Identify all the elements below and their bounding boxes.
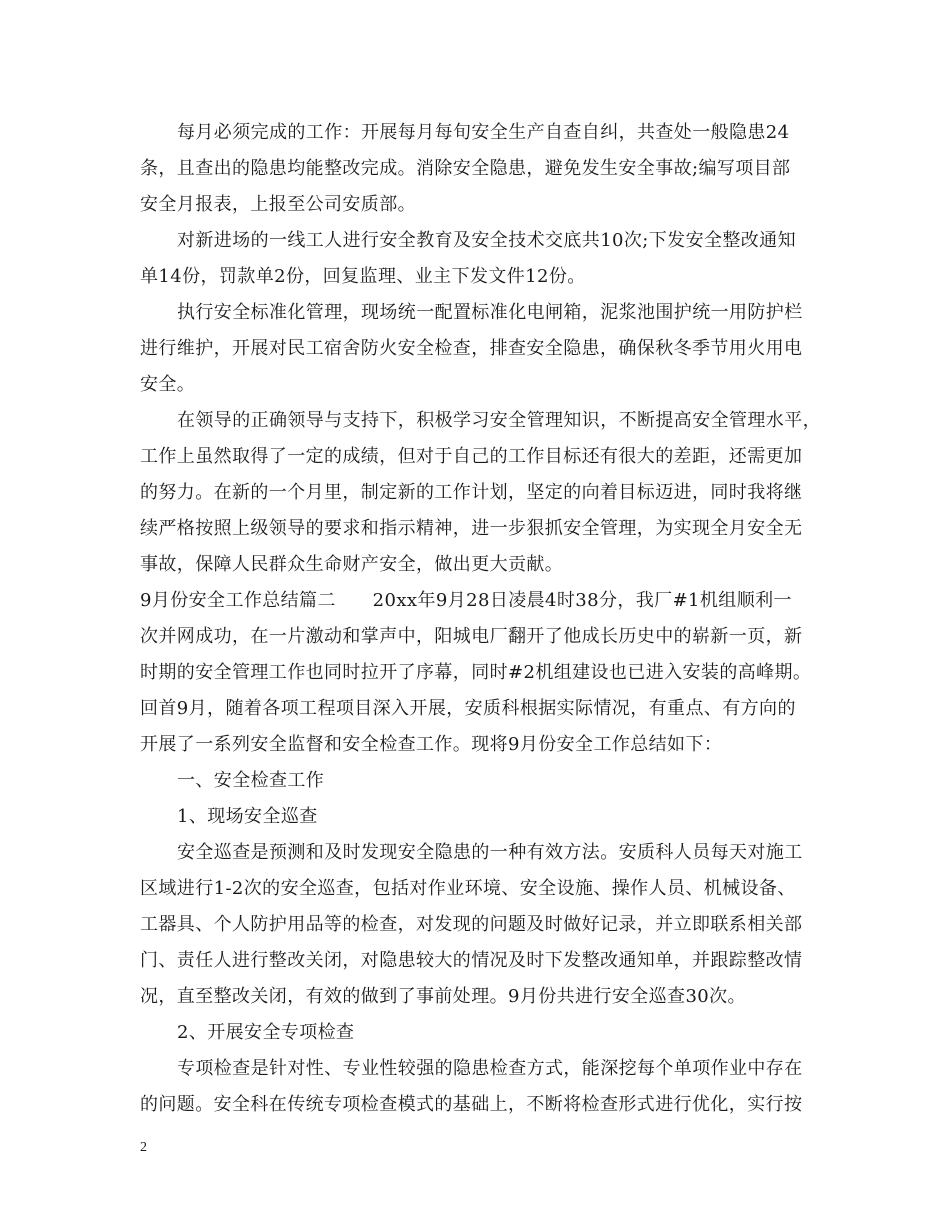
text-line: 的努力。在新的一个月里，制定新的工作计划，坚定的向着目标迈进，同时我将继	[140, 482, 803, 503]
text-line: 每月必须完成的工作：开展每月每旬安全生产自查自纠，共查处一般隐患24	[177, 122, 790, 143]
text-line: 工器具、个人防护用品等的检查，对发现的问题及时做好记录，并立即联系相关部	[140, 914, 803, 935]
text-line: 条，且查出的隐患均能整改完成。消除安全隐患，避免发生安全事故;编写项目部	[140, 158, 791, 179]
text-line: 况，直至整改关闭，有效的做到了事前处理。9月份共进行安全巡查30次。	[140, 986, 746, 1007]
text-line: 事故，保障人民群众生命财产安全，做出更大贡献。	[140, 554, 564, 575]
text-line: 开展了一系列安全监督和安全检查工作。现将9月份安全工作总结如下：	[140, 734, 723, 755]
text-line: 专项检查是针对性、专业性较强的隐患检查方式，能深挖每个单项作业中存在	[177, 1058, 803, 1079]
page-number: 2	[140, 1140, 147, 1155]
subsection-heading: 1、现场安全巡查	[177, 806, 318, 827]
subsection-heading: 2、开展安全专项检查	[177, 1022, 355, 1043]
text-line: 时期的安全管理工作也同时拉开了序幕，同时#2机组建设也已进入安装的高峰期。	[140, 662, 812, 683]
text-line: 安全。	[140, 374, 196, 395]
text-line: 续严格按照上级领导的要求和指示精神，进一步狠抓安全管理，为实现全月安全无	[140, 518, 803, 539]
text-line: 安全巡查是预测和及时发现安全隐患的一种有效方法。安质科人员每天对施工	[177, 842, 803, 863]
text-line: 回首9月，随着各项工程项目深入开展，安质科根据实际情况，有重点、有方向的	[140, 698, 796, 719]
text-line: 门、责任人进行整改关闭，对隐患较大的情况及时下发整改通知单，并跟踪整改情	[140, 950, 803, 971]
text-line: 工作上虽然取得了一定的成绩，但对于自己的工作目标还有很大的差距，还需更加	[140, 446, 803, 467]
text-line: 对新进场的一线工人进行安全教育及安全技术交底共10次;下发安全整改通知	[177, 230, 796, 251]
text-line: 在领导的正确领导与支持下，积极学习安全管理知识，不断提高安全管理水平，	[177, 410, 821, 431]
text-line: 安全月报表，上报至公司安质部。	[140, 194, 416, 215]
text-line: 执行安全标准化管理，现场统一配置标准化电闸箱，泥浆池围护统一用防护栏	[177, 302, 803, 323]
text-line: 进行维护，开展对民工宿舍防火安全检查，排查安全隐患，确保秋冬季节用火用电	[140, 338, 803, 359]
text-line: 的问题。安全科在传统专项检查模式的基础上，不断将检查形式进行优化，实行按	[140, 1094, 803, 1115]
section-heading: 一、安全检查工作	[177, 770, 325, 791]
text-line: 次并网成功，在一片激动和掌声中，阳城电厂翻开了他成长历史中的崭新一页，新	[140, 626, 803, 647]
text-line: 区域进行1-2次的安全巡查，包括对作业环境、安全设施、操作人员、机械设备、	[140, 878, 796, 899]
text-line: 单14份，罚款单2份，回复监理、业主下发文件12份。	[140, 266, 586, 287]
section-heading-line: 9月份安全工作总结篇二 20xx年9月28日凌晨4时38分，我厂#1机组顺利一	[140, 590, 792, 611]
